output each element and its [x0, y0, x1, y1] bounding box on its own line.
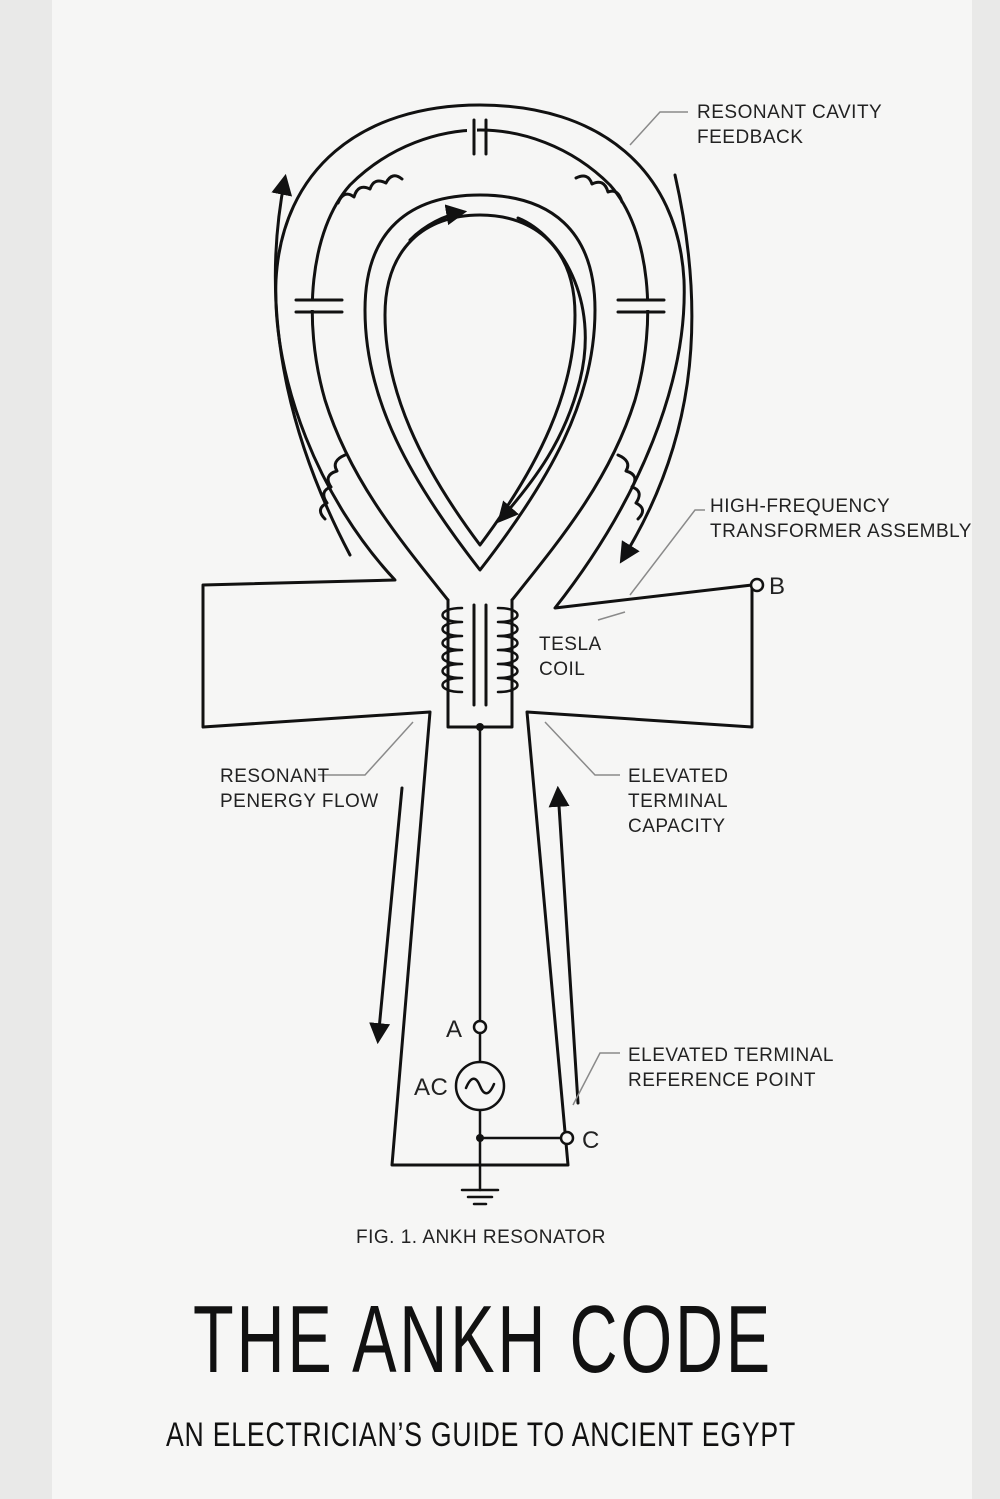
- resonant-loop-conductor: [312, 130, 647, 600]
- node-b: [751, 579, 763, 591]
- svg-text:HIGH-FREQUENCY: HIGH-FREQUENCY: [710, 496, 891, 517]
- svg-text:REFERENCE POINT: REFERENCE POINT: [628, 1070, 817, 1091]
- book-title: THE ANKH CODE: [193, 1286, 773, 1393]
- ankh-inner-loop: [365, 195, 595, 570]
- svg-text:TERMINAL: TERMINAL: [628, 791, 729, 812]
- arrow-shaft-down: [378, 788, 402, 1040]
- label-resonant-flow: [220, 766, 379, 812]
- loop-capacitor-top: [472, 118, 486, 154]
- label-tesla-coil: [539, 634, 602, 680]
- node-a: [474, 1021, 486, 1033]
- node-c: [561, 1132, 573, 1144]
- node-junction: [476, 723, 484, 731]
- loop-capacitor-left: [296, 300, 342, 312]
- svg-text:PENERGY FLOW: PENERGY FLOW: [220, 791, 379, 812]
- ac-source-symbol: [456, 1062, 504, 1110]
- book-subtitle: AN ELECTRICIAN’S GUIDE TO ANCIENT EGYPT: [166, 1416, 796, 1454]
- svg-text:ELEVATED: ELEVATED: [628, 766, 729, 787]
- svg-text:TRANSFORMER ASSEMBLY: TRANSFORMER ASSEMBLY: [710, 521, 972, 542]
- svg-text:CAPACITY: CAPACITY: [628, 816, 726, 837]
- loop-capacitor-right: [618, 300, 664, 312]
- terminal-c-label: C: [582, 1127, 600, 1154]
- terminal-a-label: A: [446, 1016, 463, 1043]
- figure-caption: FIG. 1. ANKH RESONATOR: [356, 1227, 606, 1248]
- terminal-b-label: B: [769, 573, 786, 600]
- ac-source-label: AC: [414, 1074, 449, 1101]
- arrow-outer-right-down: [622, 175, 692, 560]
- svg-text:TESLA: TESLA: [539, 634, 602, 655]
- tesla-coil-transformer: [443, 600, 518, 727]
- svg-text:ELEVATED TERMINAL: ELEVATED TERMINAL: [628, 1045, 834, 1066]
- node-ground-junction: [476, 1134, 484, 1142]
- svg-text:FEEDBACK: FEEDBACK: [697, 127, 804, 148]
- label-resonant-cavity: [697, 102, 882, 148]
- ankh-inner-loop-2: [385, 215, 575, 545]
- flow-arrows: [275, 175, 692, 1103]
- arrow-shaft-up: [558, 790, 578, 1103]
- label-elevated-capacity: [628, 766, 728, 837]
- arrow-inner-right: [500, 218, 585, 520]
- svg-text:RESONANT: RESONANT: [220, 766, 330, 787]
- label-hf-transformer: [710, 496, 972, 542]
- arrow-outer-left-up: [275, 178, 350, 555]
- label-elevated-reference: [628, 1045, 834, 1091]
- svg-text:COIL: COIL: [539, 659, 586, 680]
- ankh-outline: [203, 105, 752, 1165]
- svg-text:RESONANT CAVITY: RESONANT CAVITY: [697, 102, 883, 123]
